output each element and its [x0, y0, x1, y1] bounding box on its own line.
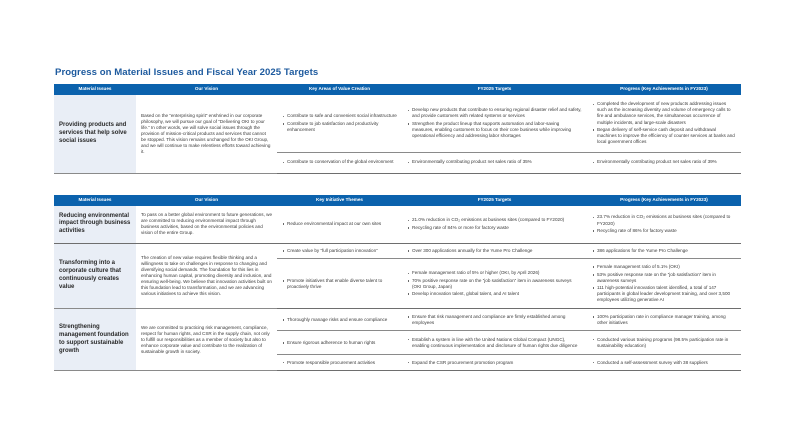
header-key-initiative-themes: Key Initiative Themes	[277, 195, 402, 206]
table-row	[54, 95, 741, 152]
list-item: 23.7% reduction in CO₂ emissions at business sites (compared to FY2020)	[592, 214, 736, 226]
list-item: Thoroughly manage risks and ensure compliance	[282, 317, 397, 323]
list-item: Develop innovation talent, global talent, and AI talent	[407, 291, 582, 297]
themes-cell	[277, 331, 402, 355]
targets-cell	[402, 309, 587, 331]
vision-cell: To pass on a better global environment to future generations, we are committed to reducing environmental impact through business activities, based on the environmental policies and vision of the entire Group.	[136, 206, 277, 243]
list-item: Promote initiatives that enable diverse talent to proactively thrive	[282, 278, 397, 290]
table-row	[54, 309, 741, 331]
page-title: Progress on Material Issues and Fiscal Year 2025 Targets	[55, 67, 319, 78]
list-item: 21.0% reduction in CO₂ emissions at business sites (compared to FY2020)	[407, 217, 582, 223]
list-item: 100% participation rate in compliance manager training, among other initiatives	[592, 314, 736, 326]
themes-cell	[277, 95, 402, 152]
list-item: Environmentally contributing product net sales ratio of 39%	[592, 159, 736, 165]
list-item: Recycling rate of 86% for factory waste	[592, 228, 736, 234]
header-progress: Progress (Key Achievements in FY2023)	[587, 195, 741, 206]
header-fy2025-targets: FY2025 Targets	[402, 195, 587, 206]
material-issue-cell: Providing products and services that help solve social issues	[54, 95, 136, 173]
header-material-issues: Material Issues	[54, 84, 136, 95]
material-issue-cell: Transforming into a corporate culture that continuously creates value	[54, 243, 136, 309]
themes-cell	[277, 206, 402, 243]
targets-cell	[402, 243, 587, 259]
list-item: Female management ratio of 5.1% (OKI)	[592, 264, 736, 270]
list-item: Promote responsible procurement activities	[282, 360, 397, 366]
list-item: Began delivery of self-service cash deposit and withdrawal machines to improve the efficiency of counter services at banks and local government offices	[592, 127, 736, 145]
header-our-vision: Our Vision	[136, 84, 277, 95]
table-header-row	[54, 84, 741, 95]
progress-cell	[587, 331, 741, 355]
list-item: Expand the CSR procurement promotion program	[407, 360, 582, 366]
vision-cell: Based on the “enterprising spirit” enshrined in our corporate philosophy, we will pursue our goal of “Delivering OKI to your life.” In other words, we will solve social issues through the provision of mission-critical products and services that cannot be stopped. This vision remains unchanged for the OKI Group, and we will continue to make relentless efforts toward achieving it.	[136, 95, 277, 173]
progress-cell	[587, 95, 741, 152]
list-item: Ensure rigorous adherence to human rights	[282, 340, 397, 346]
header-our-vision: Our Vision	[136, 195, 277, 206]
targets-cell	[402, 206, 587, 243]
progress-cell	[587, 206, 741, 243]
list-item: Completed the development of new products addressing issues such as the increasing diversity and volume of emergency calls to fire and ambulance services, the simultaneous occurrence of multiple incidents, and large-scale disasters	[592, 101, 736, 125]
material-issue-cell: Reducing environmental impact through business activities	[54, 206, 136, 243]
material-issue-cell: Strengthening management foundation to support sustainable growth	[54, 309, 136, 371]
list-item: Strengthen the product lineup that supports automation and labor-saving measures, enabling customers to focus on their core business while improving operational efficiency and addressing labor shortages	[407, 121, 582, 139]
list-item: Female management ratio of 5% or higher (OKI, by April 2026)	[407, 270, 582, 276]
targets-cell	[402, 95, 587, 152]
targets-cell	[402, 355, 587, 371]
list-item: 386 applications for the Yume Pro Challenge	[592, 248, 736, 254]
list-item: Contribute to safe and convenient social infrastructure	[282, 113, 397, 119]
progress-cell	[587, 152, 741, 173]
header-material-issues: Material Issues	[54, 195, 136, 206]
progress-cell	[587, 243, 741, 259]
progress-cell	[587, 355, 741, 371]
list-item: Recycling rate of 84% or more for factory waste	[407, 225, 582, 231]
list-item: Conducted a self-assessment survey with 38 suppliers	[592, 360, 736, 366]
targets-cell	[402, 259, 587, 309]
list-item: Environmentally contributing product net sales ratio of 35%	[407, 159, 582, 165]
vision-cell: We are committed to practicing risk management, compliance, respect for human rights, and CSR in the supply chain, not only to fulfill our responsibilities as a member of society but also to enhance corporate value and contribute to the realization of sustainable growth in society.	[136, 309, 277, 371]
header-fy2025-targets: FY2025 Targets	[402, 84, 587, 95]
themes-cell	[277, 152, 402, 173]
progress-cell	[587, 309, 741, 331]
themes-cell	[277, 259, 402, 309]
table-row	[54, 243, 741, 259]
material-issues-table-2	[54, 195, 741, 371]
vision-cell: The creation of new value requires flexible thinking and a willingness to take on challenges in response to changing and diversifying social demands. The foundation for this lies in enhancing human capital, promoting diversity and inclusion, and ensuring well-being. We believe that innovation activities built on this foundation lead to transformation, and we are advancing various initiatives to achieve this vision.	[136, 243, 277, 309]
list-item: Over 300 applications annually for the Yume Pro Challenge	[407, 248, 582, 254]
list-item: Ensure that risk management and compliance are firmly established among employees	[407, 314, 582, 326]
list-item: 70% positive response rate on the “job satisfaction” item in awareness surveys (OKI Group, Japan)	[407, 278, 582, 290]
list-item: Contribute to job satisfaction and productivity enhancement	[282, 121, 397, 133]
header-progress: Progress (Key Achievements in FY2023)	[587, 84, 741, 95]
list-item: Contribute to conservation of the global environment	[282, 159, 397, 165]
list-item: Conducted various training programs (98.5% participation rate in sustainability education)	[592, 337, 736, 349]
table-header-row	[54, 195, 741, 206]
list-item: Create value by “full participation innovation”	[282, 248, 397, 254]
themes-cell	[277, 309, 402, 331]
list-item: Develop new products that contribute to ensuring regional disaster relief and safety, and provide customers with related systems or services	[407, 107, 582, 119]
targets-cell	[402, 331, 587, 355]
themes-cell	[277, 355, 402, 371]
table-row	[54, 206, 741, 243]
list-item: 53% positive response rate on the “job satisfaction” item in awareness surveys	[592, 272, 736, 284]
list-item: 111 high-potential innovation talent identified, a total of 147 participants in global leader development training, and over 3,500 employees utilizing generative AI	[592, 285, 736, 303]
targets-cell	[402, 152, 587, 173]
progress-cell	[587, 259, 741, 309]
header-key-areas: Key Areas of Value Creation	[277, 84, 402, 95]
list-item: Establish a system in line with the United Nations Global Compact (UNGC), enabling continuous implementation and disclosure of human rights due diligence	[407, 337, 582, 349]
list-item: Reduce environmental impact at our own sites	[282, 221, 397, 227]
material-issues-table-1	[54, 84, 741, 174]
themes-cell	[277, 243, 402, 259]
